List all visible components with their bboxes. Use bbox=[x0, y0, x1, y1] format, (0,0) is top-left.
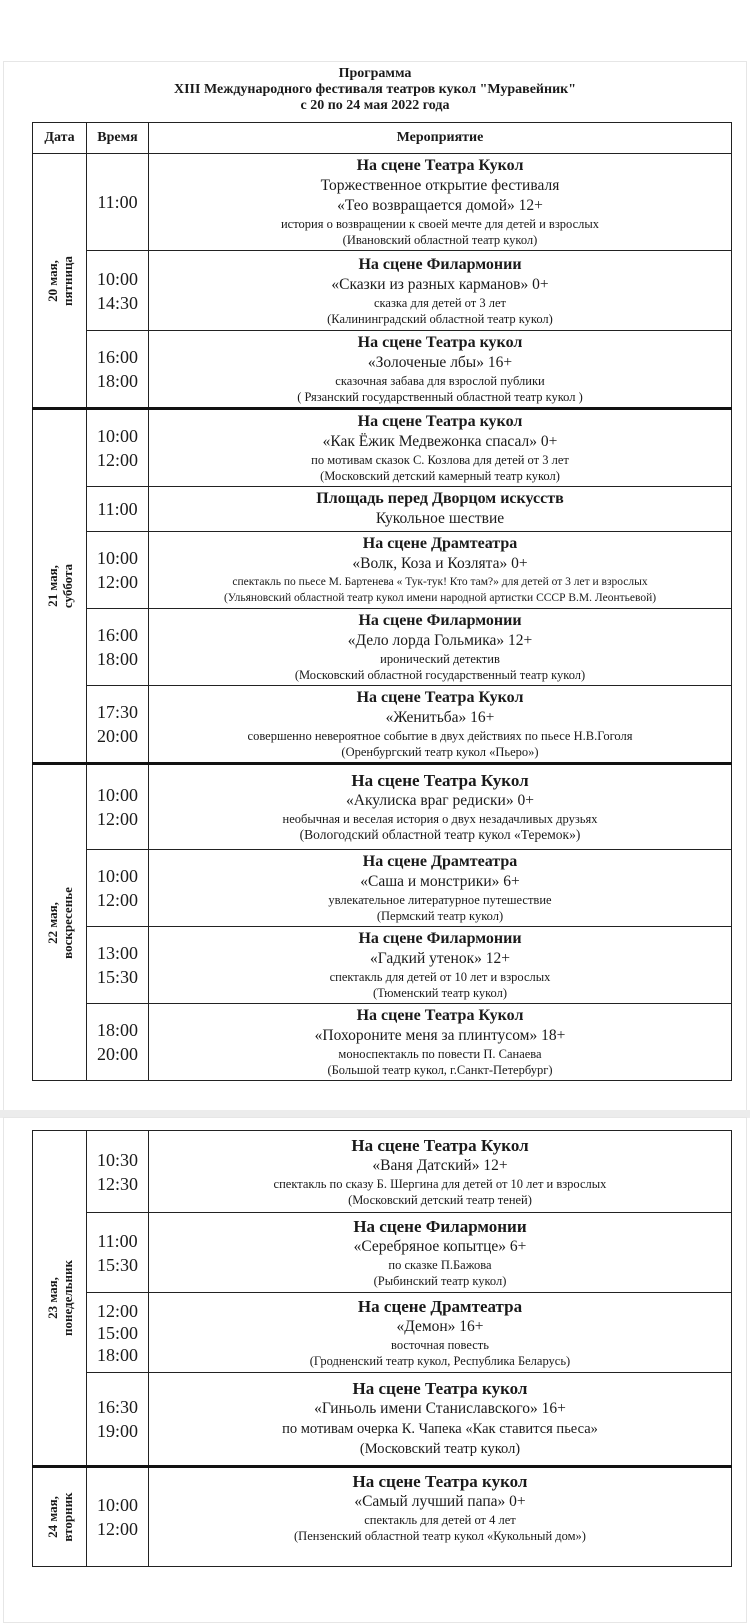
schedule-table-1 bbox=[32, 122, 732, 1081]
event-cell: На сцене Театра Кукол «Похороните меня за плинтусом» 18+ моноспектакль по повести П. Санаева (Большой театр кукол, г.Санкт-Петербург) bbox=[149, 1004, 732, 1081]
day-label: 22 мая, воскресенье bbox=[44, 886, 75, 959]
table-row bbox=[33, 1467, 732, 1567]
event-cell: На сцене Театра кукол «Как Ёжик Медвежонка спасал» 0+ по мотивам сказок С. Козлова для детей от 3 лет (Московский детский камерный театр кукол) bbox=[149, 409, 732, 487]
table-header-row bbox=[33, 123, 732, 154]
time-cell: 10:30 12:30 bbox=[87, 1131, 149, 1213]
time-cell: 10:00 12:00 bbox=[87, 1467, 149, 1567]
day-cell-23 bbox=[33, 1131, 87, 1467]
col-header-date: Дата bbox=[33, 123, 87, 154]
program-header bbox=[4, 62, 746, 114]
table-row bbox=[33, 609, 732, 686]
page-separator bbox=[0, 1110, 750, 1118]
table-row bbox=[33, 927, 732, 1004]
time-cell: 13:00 15:30 bbox=[87, 927, 149, 1004]
event-cell: На сцене Театра кукол «Самый лучший папа» 0+ спектакль для детей от 4 лет (Пензенский областной театр кукол «Кукольный дом») bbox=[149, 1467, 732, 1567]
event-cell: На сцене Театра кукол «Гиньоль имени Станиславского» 16+ по мотивам очерка К. Чапека «Как ставится пьеса» (Московский театр кукол) bbox=[149, 1373, 732, 1467]
time-cell: 16:00 18:00 bbox=[87, 609, 149, 686]
table-row bbox=[33, 1373, 732, 1467]
day-label: 21 мая, суббота bbox=[44, 563, 75, 609]
event-cell: На сцене Театра Кукол «Акулиска враг редиски» 0+ необычная и веселая история о двух незадачливых друзьях (Вологодский областной театр кукол «Теремок») bbox=[149, 764, 732, 850]
day-label: 20 мая, пятница bbox=[44, 255, 75, 306]
event-cell: На сцене Филармонии «Гадкий утенок» 12+ спектакль для детей от 10 лет и взрослых (Тюменский театр кукол) bbox=[149, 927, 732, 1004]
program-page-1 bbox=[4, 62, 746, 1110]
time-cell: 10:00 12:00 bbox=[87, 764, 149, 850]
table-row bbox=[33, 532, 732, 609]
table-row bbox=[33, 409, 732, 487]
event-cell: На сцене Филармонии «Сказки из разных карманов» 0+ сказка для детей от 3 лет (Калининградский областной театр кукол) bbox=[149, 251, 732, 331]
table-row bbox=[33, 487, 732, 532]
header-line-2: XIII Международного фестиваля театров кукол "Муравейник" bbox=[174, 82, 576, 97]
event-cell: Площадь перед Дворцом искусств Кукольное шествие bbox=[149, 487, 732, 532]
table-row bbox=[33, 331, 732, 409]
day-cell-21 bbox=[33, 409, 87, 764]
time-cell: 11:00 bbox=[87, 154, 149, 251]
event-cell: На сцене Филармонии «Дело лорда Гольмика» 12+ иронический детектив (Московский областной государственный театр кукол) bbox=[149, 609, 732, 686]
time-cell: 12:00 15:00 18:00 bbox=[87, 1293, 149, 1373]
day-cell-24 bbox=[33, 1467, 87, 1567]
event-cell: На сцене Театра Кукол Торжественное открытие фестиваля «Тео возвращается домой» 12+ история о возвращении к своей мечте для детей и взрослых (Ивановский областной театр кукол) bbox=[149, 154, 732, 251]
header-line-3: с 20 по 24 мая 2022 года bbox=[300, 98, 450, 113]
time-cell: 10:00 12:00 bbox=[87, 409, 149, 487]
day-label: 24 мая, вторник bbox=[44, 1492, 75, 1542]
table-row bbox=[33, 686, 732, 764]
event-cell: На сцене Драмтеатра «Волк, Коза и Козлята» 0+ спектакль по пьесе М. Бартенева « Тук-тук! Кто там?» для детей от 3 лет и взрослых (Ульяновский областной театр кукол имени народной артистки СССР В.М. Леонтьевой) bbox=[149, 532, 732, 609]
table-row bbox=[33, 1004, 732, 1081]
header-line-1: Программа bbox=[338, 66, 412, 81]
table-row bbox=[33, 1293, 732, 1373]
table-row bbox=[33, 1213, 732, 1293]
event-cell: На сцене Драмтеатра «Демон» 16+ восточная повесть (Гродненский театр кукол, Республика Беларусь) bbox=[149, 1293, 732, 1373]
event-cell: На сцене Театра кукол «Золоченые лбы» 16+ сказочная забава для взрослой публики ( Рязанский государственный областной театр кукол ) bbox=[149, 331, 732, 409]
event-cell: На сцене Драмтеатра «Саша и монстрики» 6+ увлекательное литературное путешествие (Пермский театр кукол) bbox=[149, 850, 732, 927]
time-cell: 16:00 18:00 bbox=[87, 331, 149, 409]
program-page-2 bbox=[4, 1118, 746, 1622]
table-row bbox=[33, 764, 732, 850]
event-cell: На сцене Филармонии «Серебряное копытце» 6+ по сказке П.Бажова (Рыбинский театр кукол) bbox=[149, 1213, 732, 1293]
top-margin bbox=[0, 0, 750, 62]
table-row bbox=[33, 1131, 732, 1213]
time-cell: 11:00 bbox=[87, 487, 149, 532]
table-row bbox=[33, 154, 732, 251]
event-cell: На сцене Театра Кукол «Женитьба» 16+ совершенно невероятное событие в двух действиях по пьесе Н.В.Гоголя (Оренбургский театр кукол «Пьеро») bbox=[149, 686, 732, 764]
day-cell-22 bbox=[33, 764, 87, 1081]
day-cell-20 bbox=[33, 154, 87, 409]
time-cell: 10:00 12:00 bbox=[87, 532, 149, 609]
time-cell: 10:00 12:00 bbox=[87, 850, 149, 927]
col-header-event: Мероприятие bbox=[149, 123, 732, 154]
table-row bbox=[33, 251, 732, 331]
table-row bbox=[33, 850, 732, 927]
day-label: 23 мая, понедельник bbox=[44, 1259, 75, 1337]
time-cell: 18:00 20:00 bbox=[87, 1004, 149, 1081]
schedule-table-2 bbox=[32, 1130, 732, 1567]
time-cell: 16:30 19:00 bbox=[87, 1373, 149, 1467]
col-header-time: Время bbox=[87, 123, 149, 154]
event-cell: На сцене Театра Кукол «Ваня Датский» 12+ спектакль по сказу Б. Шергина для детей от 10 лет и взрослых (Московский детский театр теней) bbox=[149, 1131, 732, 1213]
time-cell: 11:00 15:30 bbox=[87, 1213, 149, 1293]
time-cell: 10:00 14:30 bbox=[87, 251, 149, 331]
time-cell: 17:30 20:00 bbox=[87, 686, 149, 764]
